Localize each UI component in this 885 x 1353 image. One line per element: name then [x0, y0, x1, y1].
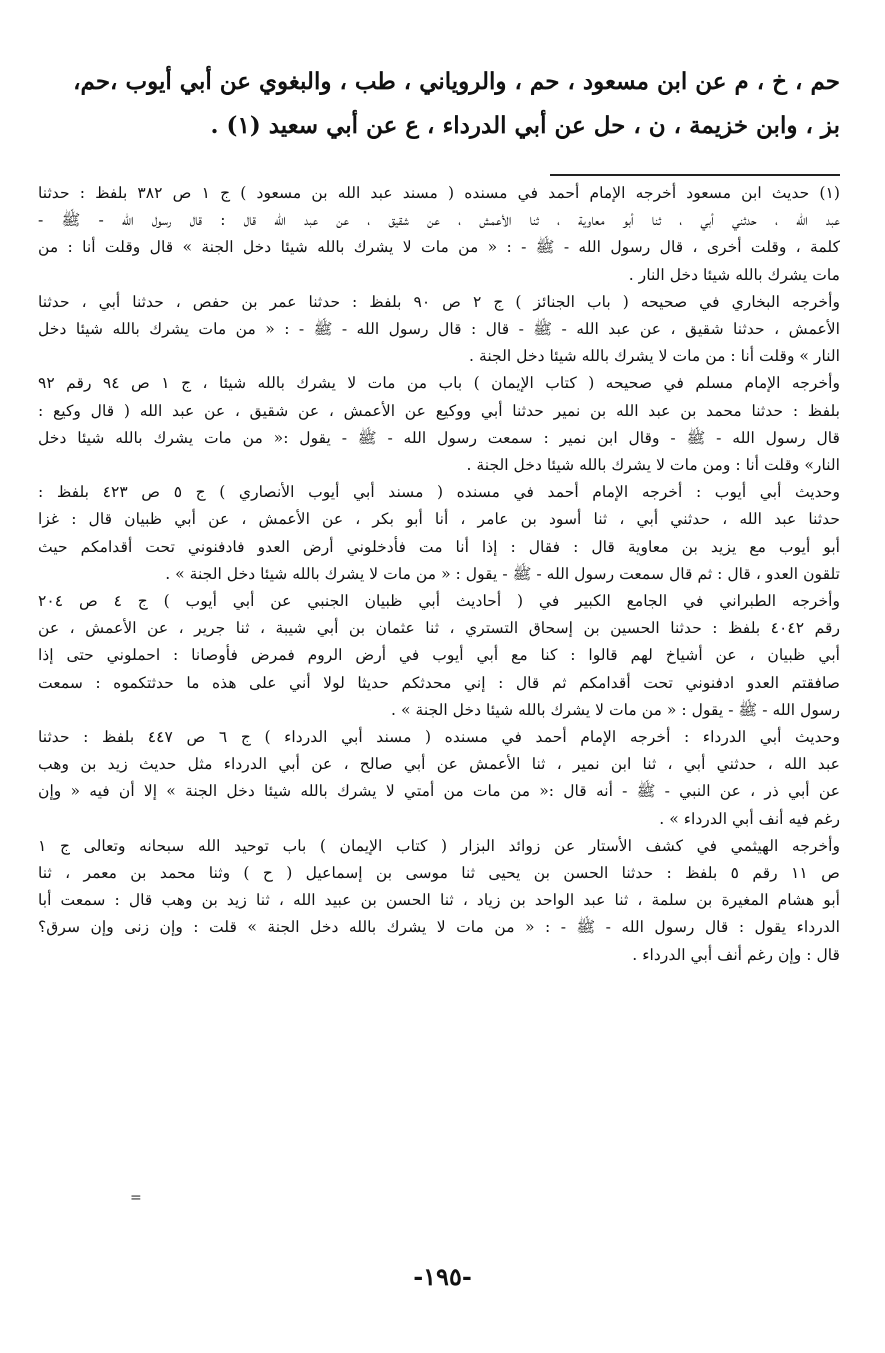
footnote-paragraph: [38, 479, 840, 588]
footnote-line: أبو هشام المغيرة بن سلمة ، ثنا عبد الواحد بن زياد ، ثنا الحسن بن عبيد الله ، ثنا زيد بن وهب قال : سمعت أبا: [38, 891, 840, 910]
footnote-paragraph: [38, 370, 840, 479]
footnote-line: أبو أيوب مع يزيد بن معاوية قال : فقال : إذا أنا مت فأدخلوني أرض العدو فادفنوني تحت أقدامكم حيث: [38, 537, 840, 556]
footnotes: [38, 180, 840, 969]
footnote-line: أبي ظبيان ، عن أشياخ لهم قالوا : كنا مع أبي أيوب في أرض الروم فمرض فأوصانا : احملوني حتى إذا: [38, 646, 840, 665]
footnote-line: قال : وإن رغم أنف أبي الدرداء .: [632, 945, 840, 964]
footnote-line: مات يشرك بالله شيئا دخل النار .: [628, 265, 840, 284]
main-text-line: حم ، خ ، م عن ابن مسعود ، حم ، والروياني ، طب ، والبغوي عن أبي أيوب ،حم،: [73, 68, 840, 95]
footnote-line: رغم فيه أنف أبي الدرداء » .: [659, 809, 840, 828]
footnote-line: تلقون العدو ، قال : ثم قال سمعت رسول الله - ﷺ - يقول : « من مات لا يشرك بالله شيئا دخل الجنة » .: [165, 564, 840, 583]
footnote-paragraph: [38, 180, 840, 289]
continuation-marker: =: [130, 1190, 142, 1206]
footnote-line: وأخرجه الإمام مسلم في صحيحه ( كتاب الإيمان ) باب من مات لا يشرك بالله شيئا ، ج ١ ص ٩٤ رقم ٩٢: [38, 374, 840, 393]
footnote-line: قال رسول الله - ﷺ - وقال ابن نمير : سمعت رسول الله - ﷺ - يقول :« من مات يشرك بالله شيئا دخل: [38, 428, 840, 447]
footnote-line: بلفظ : حدثنا محمد بن عبد الله بن نمير حدثنا أبي ووكيع عن الأعمش ، عن شقيق ، عن عبد الله ( قال وكيع :: [38, 401, 840, 420]
footnote-line: (١) حديث ابن مسعود أخرجه الإمام أحمد في مسنده ( مسند عبد الله بن مسعود ) ج ١ ص ٣٨٢ بلفظ : حدثنا: [38, 184, 840, 202]
footnote-line: وأخرجه الهيثمي في كشف الأستار عن زوائد البزار ( كتاب الإيمان ) باب توحيد الله سبحانه وتعالى ج ١: [38, 836, 840, 855]
footnote-paragraph: [38, 833, 840, 969]
footnote-line: الدرداء يقول : قال رسول الله - ﷺ - : « من مات لا يشرك بالله دخل الجنة » قلت : وإن زنى وإن سرق؟: [38, 918, 840, 937]
footnote-line: حدثنا عبد الله ، حدثني أبي ، ثنا أسود بن عامر ، أنا أبو بكر ، عن الأعمش ، عن أبي ظبيان قال : غزا: [38, 510, 840, 529]
footnote-line: كلمة ، وقلت أخرى ، قال رسول الله - ﷺ - : « من مات لا يشرك بالله شيئا دخل الجنة » قال وقلت أنا : من: [38, 238, 840, 257]
footnote-line: النار » وقلت أنا : من مات لا يشرك بالله شيئا دخل الجنة .: [469, 347, 840, 366]
footnote-paragraph: [38, 588, 840, 724]
main-text: [40, 60, 840, 148]
footnote-line: وأخرجه الطبراني في الجامع الكبير في ( أحاديث أبي ظبيان الجنبي عن أبي أيوب ) ج ٤ ص ٢٠٤: [38, 592, 840, 611]
footnote-separator: [550, 174, 840, 176]
main-text-line: بز ، وابن خزيمة ، ن ، حل عن أبي الدرداء ، ع عن أبي سعيد (١) .: [210, 112, 840, 139]
footnote-line: عن أبي ذر ، عن النبي - ﷺ - أنه قال :« من مات من أمتي لا يشرك بالله شيئا دخل الجنة » إلا أن فيه « وإن: [38, 782, 840, 801]
footnote-line: وحديث أبي أيوب : أخرجه الإمام أحمد في مسنده ( مسند أبي أيوب الأنصاري ) ج ٥ ص ٤٢٣ بلفظ :: [38, 483, 840, 502]
footnote-line: عبد الله ، حدثني أبي ، ثنا ابن نمير ، ثنا الأعمش عن أبي صالح ، عن أبي الدرداء مثل حديث زيد بن وهب: [38, 755, 840, 774]
footnote-line: صافقتم العدو ادفنوني تحت أقدامكم ثم قال : إني محدثكم حديثا لولا أني على هذه ما حدثتكموه : سمعت: [38, 673, 840, 692]
footnote-line: النار» وقلت أنا : ومن مات لا يشرك بالله شيئا دخل الجنة .: [466, 456, 840, 475]
footnote-line: ص ١١ رقم ٥ بلفظ : حدثنا الحسن بن يحيى ثنا موسى بن إسماعيل ( ح ) وثنا محمد بن معمر ، ثنا: [38, 864, 840, 883]
footnote-line: رقم ٤٠٤٢ بلفظ : حدثنا الحسين بن إسحاق التستري ، ثنا عثمان بن أبي شيبة ، ثنا جرير ، عن الأعمش ، عن: [38, 619, 840, 638]
footnote-line: عبد الله ، حدثني أبي ، ثنا أبو معاوية ، ثنا الأعمش ، عن شقيق ، عن عبد الله قال : قال رسول الله - ﷺ -: [38, 211, 840, 230]
footnote-line: وحديث أبي الدرداء : أخرجه الإمام أحمد في مسنده ( مسند أبي الدرداء ) ج ٦ ص ٤٤٧ بلفظ : حدثنا: [38, 728, 840, 747]
footnote-line: رسول الله - ﷺ - يقول : « من مات لا يشرك بالله شيئا دخل الجنة » .: [391, 700, 840, 719]
footnote-paragraph: [38, 289, 840, 371]
footnote-paragraph: [38, 724, 840, 833]
page-number: -١٩٥-: [413, 1262, 472, 1291]
footnote-line: الأعمش ، حدثنا شقيق ، عن عبد الله - ﷺ - قال : قال رسول الله - ﷺ - : « من مات يشرك بالله شيئا دخل: [38, 320, 840, 339]
footnote-line: وأخرجه البخاري في صحيحه ( باب الجنائز ) ج ٢ ص ٩٠ بلفظ : حدثنا عمر بن حفص ، حدثنا أبي ، حدثنا: [38, 292, 840, 311]
